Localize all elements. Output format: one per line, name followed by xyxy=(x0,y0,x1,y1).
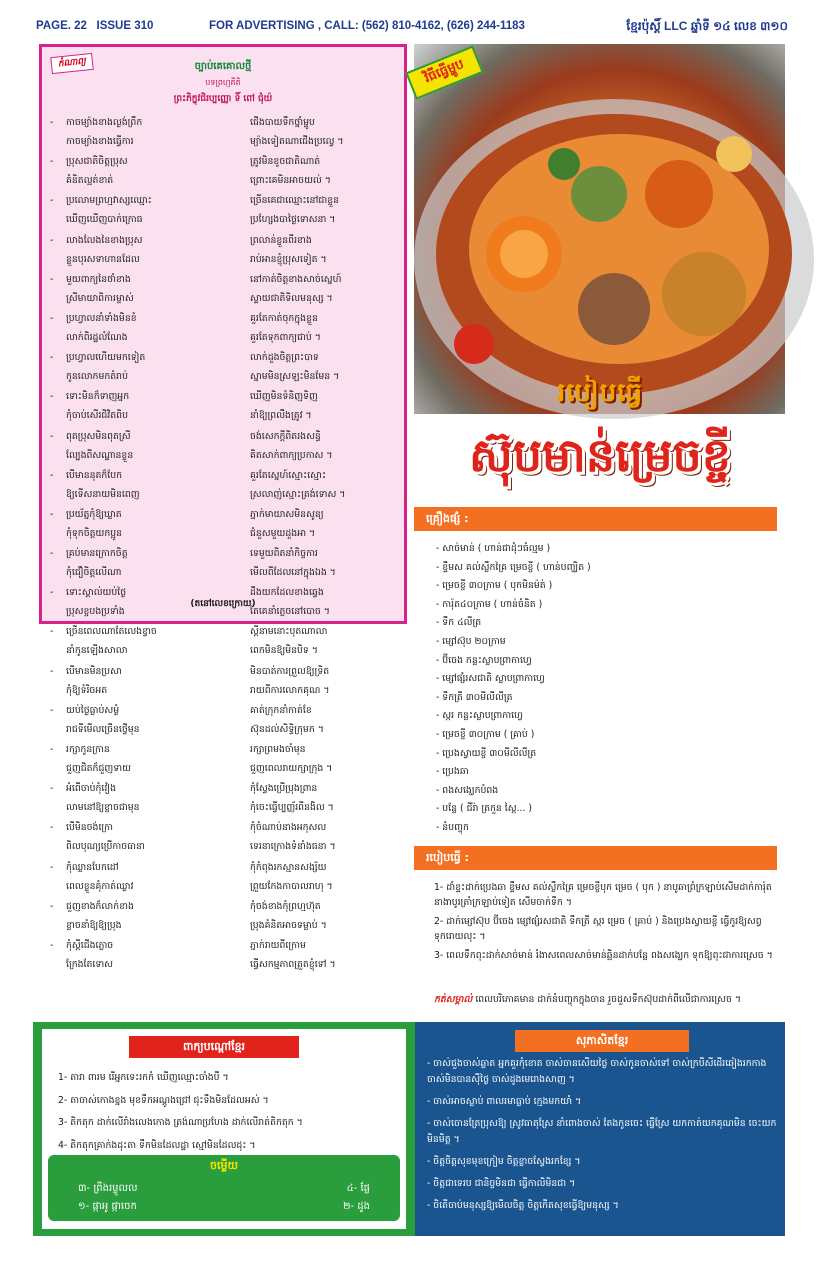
steps-list xyxy=(434,880,779,967)
poem-stanza xyxy=(50,818,400,857)
stanza-right xyxy=(250,309,400,348)
poem-line: ទេមួយពិតនាំកិច្ចការ xyxy=(250,548,318,560)
poem-line xyxy=(50,798,242,817)
poem-line: ព្រលាន់ខ្លួនពីរខាង xyxy=(250,234,312,246)
poem-line xyxy=(50,779,242,798)
poem-line-text: ជួញខាងក៏លាក់ខាង xyxy=(66,900,134,912)
poem-line: កុំចេះធ្វើប្បញ្ញ័រពីនងិល ។ xyxy=(250,802,334,814)
poem-line: ដឹងយកដែលខាងឆ្វេង xyxy=(250,587,324,599)
stanza-dash: - xyxy=(50,704,54,716)
poem-line: ស្ទាយជាតិទិលមនុស្ស ។ xyxy=(250,292,333,304)
poem-line-text: ប្រហ្វាលនាំទាំងមិនខំ xyxy=(66,312,137,324)
poem-line-text: ល្បែងពីសណ្ឋានខ្លួន xyxy=(66,449,134,461)
recipe-photo xyxy=(414,44,785,414)
stanza-dash: - xyxy=(50,273,54,285)
poem-line-text: ក្រែងតែទោស xyxy=(66,958,114,970)
stanza-left xyxy=(50,779,242,818)
stanza-right xyxy=(250,740,400,779)
recipe-step: 1- ដាំខ្ទះដាក់ប្រេងឆា ខ្ទឹមស គល់ស្លឹកគ្រៃ ម្រេចខ្ចីបុក ម្រេច ( បុក ) នាបូឆាព្រំក្រឡាប់សើមដាក់ការ៉ុត នាងាបូរត្រាំក្រឡាប់ទៀត សើមចាក់ទឹក ។ xyxy=(434,882,772,908)
soup-illustration xyxy=(414,44,785,414)
stanza-left xyxy=(50,740,242,779)
poem-line-text: កុំទុកចិត្តយកប្អូន xyxy=(66,527,123,539)
poem-line-text: ជួញជិតក៏ជួញទាយ xyxy=(66,763,131,774)
poem-line xyxy=(50,701,242,720)
stanza-dash: - xyxy=(50,156,54,168)
saying-item: - ចាស់ជួងចាស់ឆ្លាត អ្នកគួរកុំខោត ចាស់ចានសើយថ្ងៃ ចាស់កូនចាស់ទៅ ចាស់ក្របីសីដើរឆៀងរកកាង ចាស់មិនបានស៊ីថ្ងៃ ចាស់ដូងមេរោងសាញ ។ xyxy=(427,1058,767,1085)
stanza-dash: - xyxy=(50,548,54,560)
poem-line: កុំចំណាប់នាងអកុសល xyxy=(250,822,327,834)
poem-line xyxy=(50,387,242,406)
ingredient-item: - សាច់មាន់ ( ហាន់ជាដុំៗធំល្មម ) xyxy=(436,543,551,554)
poem-line: រាប់អានខ្ញុំប្រុសទៀត ។ xyxy=(250,253,327,265)
stanza-dash: - xyxy=(50,822,54,834)
poem-line xyxy=(50,210,242,229)
ingredient-item: - ប្រេងឆា xyxy=(436,766,469,778)
poem-line-text: នាំកូនឡើងសាលា xyxy=(66,645,128,657)
poem-line-text: ពុតប្រុសមិនពុតស្រី xyxy=(66,430,131,442)
stanza-dash: - xyxy=(50,391,54,403)
poem-line xyxy=(50,191,242,210)
poem-line-text: កុំចាប់សើរជិវិតពិប xyxy=(66,410,128,422)
stanza-dash: - xyxy=(50,783,54,795)
poem-stanza xyxy=(50,309,400,348)
page-header xyxy=(36,18,788,38)
poem-line xyxy=(50,759,242,778)
poem-title: ច្បាប់គេគោលថ្មី xyxy=(194,61,252,72)
poem-line-text: យប់ថ្ងៃធ្លាប់សម្ងំ xyxy=(66,704,120,716)
poem-line: ឃើញមិនទំនិញទិញ xyxy=(250,391,318,403)
stanza-right xyxy=(250,897,400,936)
stanza-left xyxy=(50,936,242,975)
stanza-left xyxy=(50,387,242,426)
poem-line xyxy=(50,544,242,563)
ingredient-item: - ទឹកត្រី ៣០មីលីលីត្រ xyxy=(436,691,513,703)
poem-line-text: ប្រុសជាតិចិត្តប្រុស xyxy=(66,156,128,168)
stanza-right xyxy=(250,662,400,701)
ingredient-item: - នំបញ្ចុក xyxy=(436,821,469,833)
poem-line: រាយពីការលោកគុណ ។ xyxy=(250,684,330,696)
saying-item: - ចាស់អាចស្លាប់ ពាលរមាធ្លាប់ ក្មេងមកយាំ ។ xyxy=(427,1096,582,1107)
poem-stanza xyxy=(50,113,400,152)
answer-left: ៣- ព្រីងរម្លូលល xyxy=(78,1183,138,1194)
poem-line xyxy=(50,563,242,582)
poem-line: កុំចង់ខាងកុំព្រហ្មហ៊ុត xyxy=(250,900,321,912)
poem-line: ប្រហ្សែងបាថ្ងៃទោសនា ។ xyxy=(250,214,336,226)
recipe-step: 2- ដាក់ម្សៅស៊ុប ប៊ីចេង ម្សៅផ្សំរសជាតិ ទឹកត្រី ស្ករ ម្រេច ( គ្រាប់ ) និងប្រេងស្វាយខ្ចី ធ្វើកូរឱ្យសព្វទុករោយលុះ ។ xyxy=(434,916,762,942)
ingredient-item: - ការ៉ុត៤០ក្រាម ( ហាន់ចំនិត ) xyxy=(436,598,543,610)
poem-line: ស៊ុនដល់សិទ្ធិក្រុមក ។ xyxy=(250,723,324,735)
stanza-right xyxy=(250,505,400,544)
stanza-left xyxy=(50,544,242,583)
stanza-left xyxy=(50,466,242,505)
poem-line: នៅកាត់ចិត្តខាងសាច់ស្នេហ៍ xyxy=(250,273,342,285)
poem-line-text: ខ្លាចនាំឱ្យឱ្យប្រុង xyxy=(66,919,122,931)
poem-line: ព្រួយកែងកាបាលរាហុ ។ xyxy=(250,880,333,892)
poem-stanza xyxy=(50,701,400,740)
poem-line xyxy=(50,171,242,190)
poem-line: ប្រុងគំនិតអាចទម្លាប់ ។ xyxy=(250,919,327,931)
poem-line: ចង់សេកក្តីពិតរងសន្ធិ xyxy=(250,430,321,442)
note-text: ពេលបរិភោគមាន ដាក់នំបញ្ចុកក្នុងចាន រួចដួសទឹកស៊ុបដាក់ពីលើជាការស្រេច ។ xyxy=(475,994,741,1005)
poem-line-text: គំនិតល្អត់ខាត់ xyxy=(66,175,114,187)
poem-line-text: កាចម្យ៉ាងខាងធ្វើការ xyxy=(66,136,134,147)
ingredient-item: - ម្រេចខ្ចី ៣០ក្រាម ( បុកមិនម៉ត់ ) xyxy=(436,580,553,592)
proverb-item: 3- តិកតុក ដាក់លើរាំងលេងកោង ត្រង់ណាប្រហែង ដាក់លើរាត់តិកតុក ។ xyxy=(58,1117,303,1128)
stanza-dash: - xyxy=(50,587,54,599)
poem-line: ព្រោះគេមិនអាចយល់ ។ xyxy=(250,175,331,187)
stanza-right xyxy=(250,113,400,152)
poem-line-text: ប្រលោមព្រហ្មវាស្សឈ្មោះ xyxy=(66,195,152,207)
ingredient-item: - បន្លែ ( ជីរ៉ា ត្រកួន ស្ពៃ... ) xyxy=(436,803,533,815)
ingredient-item: - ប្រេងស្វាយខ្ចី ៣០មីលីលីត្រ xyxy=(436,747,537,759)
poem-stanza xyxy=(50,231,400,270)
stanza-right xyxy=(250,858,400,897)
stanza-left xyxy=(50,231,242,270)
poem-line: ភ្នាក់មាយាសមិនសូន្យ xyxy=(250,508,324,520)
poem-line: គួរតែកាត់ចុកក្នុងខ្លួន xyxy=(250,312,318,324)
poem-line xyxy=(50,446,242,465)
poem-line xyxy=(50,289,242,308)
poem-line-text: ពិលបុណ្យប្រើកាចធានា xyxy=(66,841,145,853)
poem-line-text: ច្រើនពេលណាតែលេងខ្វាច xyxy=(66,626,157,638)
stanza-left xyxy=(50,818,242,857)
answer-row xyxy=(78,1181,370,1196)
stanza-dash: - xyxy=(50,234,54,246)
poem-line xyxy=(50,113,242,132)
stanza-dash: - xyxy=(50,469,54,481)
poem-line-text: លាងលែងនៃខាងប្រុស xyxy=(66,234,143,246)
poem-line: ពេកមិនឱ្យមិនបិទ ។ xyxy=(250,645,318,657)
answer-left: ១- ផ្កាអូ ផ្កាចេក xyxy=(78,1201,137,1212)
ingredients-header: គ្រឿងផ្សំ : xyxy=(414,507,777,531)
poem-line: រក្សាព្រមងចាំមុន xyxy=(250,744,306,755)
stanza-right xyxy=(250,387,400,426)
poem-line xyxy=(50,818,242,837)
poem-line xyxy=(50,367,242,386)
poem-stanza xyxy=(50,427,400,466)
poem-continued: (តនៅលេខក្រោយ) xyxy=(190,599,256,609)
stanza-left xyxy=(50,152,242,191)
poem-stanza xyxy=(50,152,400,191)
advertising-contact: FOR ADVERTISING , CALL: (562) 810-4162, (626) 244-1183 xyxy=(209,20,525,32)
stanza-right xyxy=(250,544,400,583)
stanza-left xyxy=(50,701,242,740)
poem-line xyxy=(50,427,242,446)
poem-line: នាំឱ្យព្រលឹងត្រូវ ។ xyxy=(250,410,312,422)
poem-line xyxy=(50,720,242,739)
poem-stanza xyxy=(50,191,400,230)
stanza-dash: - xyxy=(50,665,54,677)
poem-line xyxy=(50,485,242,504)
ingredient-item: - ពងសង្ឃេកបំពង xyxy=(436,784,499,796)
poem-stanza xyxy=(50,348,400,387)
poem-line xyxy=(50,641,242,660)
stanza-right xyxy=(250,818,400,857)
proverbs-header: ពាក្យបណ្តៅខ្មែរ xyxy=(129,1036,299,1058)
stanza-left xyxy=(50,427,242,466)
answer-row xyxy=(78,1199,370,1214)
poem-line-text: ប្រហ្វាលហើយមកទៀត xyxy=(66,352,146,364)
stanza-left xyxy=(50,858,242,897)
stanza-left xyxy=(50,897,242,936)
poem-line: តែគេនាំភ្លេចនៅបោច ។ xyxy=(250,606,330,618)
stanza-right xyxy=(250,427,400,466)
poem-line: ម្យ៉ាងទៀតណាជើងប្រល្វេ ។ xyxy=(250,136,344,147)
ingredient-item: - ខ្ទឹមស គល់ស្លឹកគ្រៃ ម្រេចខ្ចី ( ហាន់បញ្ឈិត ) xyxy=(436,561,591,573)
poem-stanza xyxy=(50,936,400,975)
poem-line xyxy=(50,955,242,974)
proverbs-list xyxy=(58,1068,398,1158)
poem-line: គាត់ក្រុកនាំកាត់ខែ xyxy=(250,704,312,716)
poem-line xyxy=(50,231,242,250)
poem-line-text: អំពើចាប់កុំវៀង xyxy=(66,783,116,795)
steps-header: របៀបធ្វើ : xyxy=(414,846,777,870)
answers-header: ចម្លើយ xyxy=(210,1159,238,1172)
poem-line: មើលពីដែលនៅក្នុងឯង ។ xyxy=(250,567,336,579)
ingredient-item: - ប៊ីចេង កន្លះស្លាបព្រាកាហ្វេ xyxy=(436,654,532,666)
stanza-dash: - xyxy=(50,744,54,755)
poem-line-text: រាជទីមើលច្រើនថ្វើមុន xyxy=(66,723,140,735)
poem-line xyxy=(50,916,242,935)
page-issue xyxy=(36,20,153,32)
poem-line xyxy=(50,250,242,269)
poem-line-text: កុំឱ្យទំរិចអត xyxy=(66,684,108,696)
poem-line: កុំកំពុងរកស្មានសង្ស័យ xyxy=(250,861,327,873)
poem-line xyxy=(50,466,242,485)
stanza-right xyxy=(250,348,400,387)
stanza-left xyxy=(50,113,242,152)
poem-line xyxy=(50,662,242,681)
poem-line: ស្តីនាមនោះបុតណាលា xyxy=(250,626,328,638)
poem-line-text: កុំស្តីជើងភ្លោច xyxy=(66,939,114,951)
stanza-dash: - xyxy=(50,117,54,128)
poem-stanza xyxy=(50,740,400,779)
poem-line xyxy=(50,877,242,896)
poem-line: គួរតែទុកពាក្យជាប់ ។ xyxy=(250,331,321,343)
issue-number: ISSUE 310 xyxy=(96,20,154,32)
poem-line-text: កូនលោកមកតំរាប់ xyxy=(66,371,128,383)
poem-stanza xyxy=(50,544,400,583)
stanza-right xyxy=(250,270,400,309)
stanza-left xyxy=(50,622,242,661)
poem-line xyxy=(50,505,242,524)
poem-line-text: កុំឈ្លានបែកដៅ xyxy=(66,861,119,873)
poem-stanza xyxy=(50,466,400,505)
poem-line: ជំនួសមួយដួងអា ។ xyxy=(250,527,316,539)
poem-stanza xyxy=(50,270,400,309)
stanza-dash: - xyxy=(50,900,54,912)
poem-line-text: លាក់ពិរដ្ឋលំណែង xyxy=(66,331,128,343)
ingredient-item: - ម្សៅស៊ុប ២០ក្រាម xyxy=(436,635,506,647)
stanza-dash: - xyxy=(50,352,54,364)
poem-line xyxy=(50,406,242,425)
proverb-item: 2- តាចាស់កោងខ្នង មុខទឹកអណ្តូងជ្រៅ ជុះទឹងមិនដែលអស់ ។ xyxy=(58,1094,269,1106)
recipe-title: ស៊ុបមាន់ម្រេចខ្ចី xyxy=(469,428,731,482)
poem-line-text: ទោះមិនក៏ទាញអ្នក xyxy=(66,391,130,403)
poem-line-text: បើមាននុតក៏បែក xyxy=(66,469,123,481)
stanza-right xyxy=(250,191,400,230)
stanza-dash: - xyxy=(50,939,54,951)
poem-line xyxy=(50,681,242,700)
sayings-list xyxy=(427,1056,777,1220)
saying-item: - ចិតើចាប់មនុស្សឱ្យមើលចិត្ត ចិត្តកើតសុខធ្វើឱ្យមនុស្ស ។ xyxy=(427,1200,619,1211)
stanza-right xyxy=(250,622,400,661)
poem-author: ព្រះភិក្ខុវជិរប្បញ្ញោ ទិ៍ ពៅ ជុំយ៉ xyxy=(173,94,273,104)
saying-item: - ចាស់ចោនត្រែប្រុសឱ្យ ស្រូវធាតុស្រែ នាំពោងចាស់ តែងកូនចេះ ធ្វើស្រែ យកកាត់យកគុណមិន ចេះយកមិនមិត្ត ។ xyxy=(427,1118,777,1145)
stanza-right xyxy=(250,701,400,740)
poem-line: កុំស្វែងប្រើប្រុងព្រាន xyxy=(250,783,318,795)
poem-line-text: ប្រុសខ្ចបងប្រទាំង xyxy=(66,606,125,618)
poem-line-text: រក្សាកូនក្រាន xyxy=(66,744,110,755)
poem-line-text: ស្រីមាយាពិការម្ចាស់ xyxy=(66,292,134,304)
poem-line xyxy=(50,132,242,151)
poem-line xyxy=(50,837,242,856)
recipe-step: 3- ពេលទឹកពុះដាក់សាច់មាន់ រំងាសពេលសាច់មាន់ឆ្អិនដាក់បន្លែ ពងសង្ឃេក ទុកឱ្យពុះជាការស្រេច ។ xyxy=(434,950,773,961)
poem-line: គិតសាក់ពាក្យប្រកាស ។ xyxy=(250,449,333,461)
poem-line-text: ទោះស្គាល់យប់ថ្ងៃ xyxy=(66,587,127,599)
poem-stanza xyxy=(50,622,400,661)
ingredient-item: - ស្ករ កន្លះស្លាបព្រាកាហ្វេ xyxy=(436,710,523,722)
poem-line-text: មួយពាក្យនៃថាំខាង xyxy=(66,273,131,285)
saying-item: - ចិត្តជាទេរប ជានិច្ចមិនជា ធ្វើកាលិមិនជា ។ xyxy=(427,1178,576,1189)
proverb-item: 1- តារា ពារម រើអ្នកទេះរកកំ ឃើញឈ្មោះចាំងបឺ ។ xyxy=(58,1072,229,1083)
poem-line-text: ពេលខ្លួនគុំកាត់ឈ្ងាវ xyxy=(66,880,134,892)
poem-line-text: ខ្លួនបុរសទាហានដែល xyxy=(66,253,140,265)
poem-line: ច្រើនគេជាឈ្មោះនៅជាខ្លួន xyxy=(250,195,340,207)
poem-line xyxy=(50,740,242,759)
sayings-header: សុភាសិតខ្មែរ xyxy=(515,1030,689,1052)
poem-line xyxy=(50,897,242,916)
poem-line-text: ឃើញឃើញបាក់ក្រោធ xyxy=(66,214,143,226)
poem-line: លាក់ដួងចិត្តព្រះបាទ xyxy=(250,352,319,364)
ingredient-item: - ម្សៅផ្សំរសជាតិ ស្លាបព្រាកាហ្វេ xyxy=(436,673,545,685)
recipe-title-small: របៀបធ្វើ xyxy=(556,378,643,408)
recipe-photo-tag: វិធីធ្វើម្ហូប xyxy=(405,45,484,99)
stanza-left xyxy=(50,191,242,230)
ingredients-list xyxy=(436,540,776,838)
poem-line: ត្រូវមិនខូចជាតិណាត់ xyxy=(250,156,321,168)
poem-line xyxy=(50,309,242,328)
stanza-dash: - xyxy=(50,508,54,520)
stanza-dash: - xyxy=(50,312,54,324)
stanza-right xyxy=(250,466,400,505)
stanza-dash: - xyxy=(50,430,54,442)
masthead: ខ្មែរប៉ុស្តិ៍ LLC ឆ្នាំទី ១៤ លេខ ៣១០ xyxy=(626,19,788,33)
stanza-right xyxy=(250,152,400,191)
saying-item: - ចិត្តចិត្តសុខមុខក្រៀម ចិត្តខ្លាចស្វែងរកខ្សែ ។ xyxy=(427,1156,581,1167)
recipe-note xyxy=(434,992,779,1007)
poem-line-text: កុំជឿចិត្តលើណា xyxy=(66,567,122,579)
poem-line xyxy=(50,524,242,543)
stanza-right xyxy=(250,779,400,818)
stanza-left xyxy=(50,270,242,309)
poem-line-text: លាមនៅឱ្យខ្លាចជាមុន xyxy=(66,802,140,814)
poem-line-text: ប្រយ័ត្នកុំឱ្យឃ្លាត xyxy=(66,508,122,520)
poem-panel xyxy=(39,44,407,970)
stanza-left xyxy=(50,348,242,387)
page-number: PAGE. 22 xyxy=(36,20,87,32)
stanza-right xyxy=(250,936,400,975)
note-label: កត់សម្គាល់ xyxy=(434,994,473,1005)
poem-line: ស្នាមមិនស្រឡះមិនមែន ។ xyxy=(250,371,340,383)
stanza-left xyxy=(50,505,242,544)
poem-line xyxy=(50,348,242,367)
poem-stanza xyxy=(50,779,400,818)
poem-line xyxy=(50,622,242,641)
stanza-dash: - xyxy=(50,195,54,207)
poem-line-text: កាចម្យ៉ាងខាងល្ងង់ព្រឹក xyxy=(66,117,143,128)
ingredient-item: - ម្រេចខ្ចី ៣០ក្រាម ( គ្រាប់ ) xyxy=(436,728,535,740)
poem-line: គួរតែស្នេហ៍ស្មោះស្មោះ xyxy=(250,469,327,481)
poem-line xyxy=(50,858,242,877)
poem-line: ស្រលាញ់ស្មោះត្រង់ទោស ។ xyxy=(250,488,346,500)
poem-line xyxy=(50,270,242,289)
poem-line: ជួញពេលរាយក្សាក្រុង ។ xyxy=(250,763,333,774)
ingredient-item: - ទឹក ៤លីត្រ xyxy=(436,617,482,629)
stanza-dash: - xyxy=(50,626,54,638)
poem-body xyxy=(50,113,400,975)
poem-stanza xyxy=(50,897,400,936)
poem-line: ទេរនាក្រោងទំនាំងធនា ។ xyxy=(250,841,336,853)
stanza-dash: - xyxy=(50,861,54,873)
poem-line-text: បើមានមិនប្រសា xyxy=(66,665,122,677)
proverb-item: 4- តិកតុកគ្រាក់ងដុះតា ទឹកមិនដែលដ្ឋា ស្មៅមិនដែលដុះ ។ xyxy=(58,1139,256,1151)
poem-stanza xyxy=(50,387,400,426)
poem-stanza xyxy=(50,662,400,701)
poem-line: ធ្វើសកម្មភាពត្រួតខ្ញុំទៅ ។ xyxy=(250,958,336,970)
poem-line-text: គ្រប់មានក្រោកចិត្ត xyxy=(66,548,128,560)
answers-box xyxy=(48,1155,400,1221)
poem-line-text: ឱ្យទើសនាយមិនពេញ xyxy=(66,488,140,500)
poem-line-text: បើមិនចង់ក្រោ xyxy=(66,822,114,834)
answer-right: ២- ដូង xyxy=(342,1201,370,1212)
poem-line: មិនបាត់ការព្រួលឱ្យទ្រិត xyxy=(250,665,330,677)
poem-line: ភ្នាក់រាយពីក្រោម xyxy=(250,939,306,951)
poem-stanza xyxy=(50,505,400,544)
answer-right: ៤- ផ្លែ xyxy=(346,1183,370,1194)
poem-line xyxy=(50,152,242,171)
poem-tag: កំណាព្យ xyxy=(50,53,94,74)
stanza-right xyxy=(250,231,400,270)
poem-line xyxy=(50,328,242,347)
poem-line: ជើងបាយទឹកថ្នាំម្ហូប xyxy=(250,117,315,128)
poem-meter: បទព្រហ្មគីតិ xyxy=(205,78,241,87)
poem-stanza xyxy=(50,858,400,897)
stanza-left xyxy=(50,662,242,701)
poem-line xyxy=(50,936,242,955)
stanza-left xyxy=(50,309,242,348)
